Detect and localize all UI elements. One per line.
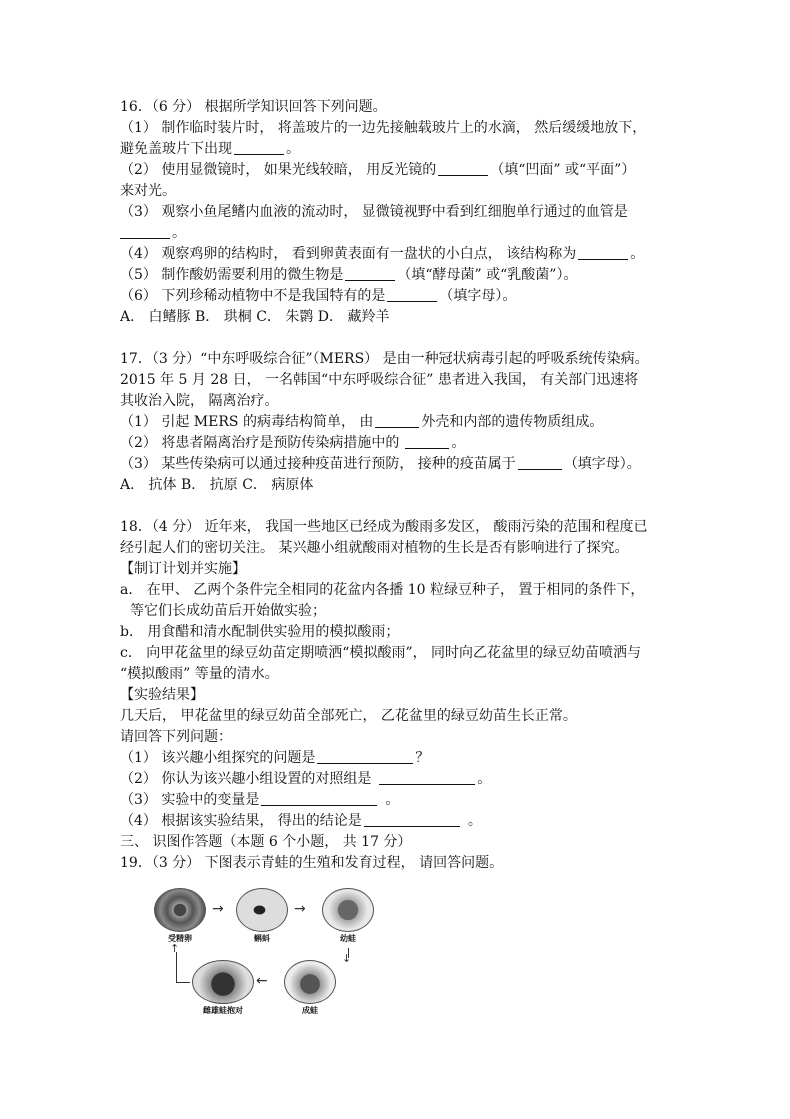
- q18-part2: [120, 769, 680, 790]
- arrow-right-icon: →: [212, 901, 224, 917]
- q18-result-heading: [120, 685, 680, 706]
- q18-step-a-line2: [130, 601, 690, 622]
- q18-step-c-text-2: “模拟酸雨” 等量的清水。: [120, 666, 279, 682]
- q17-part3: [120, 454, 680, 475]
- answer-blank[interactable]: [234, 140, 284, 155]
- q18-result-heading-text: 【实验结果】: [120, 687, 204, 703]
- q18-part4-text: （4） 根据该实验结果， 得出的结论是: [120, 813, 362, 829]
- q18-part2-end: 。: [477, 771, 492, 787]
- answer-blank[interactable]: [387, 287, 437, 302]
- answer-blank[interactable]: [578, 245, 628, 260]
- q16-part4: [120, 244, 680, 265]
- q19-heading-text: 19．（3 分） 下图表示青蛙的生殖和发育过程， 请回答问题。: [120, 855, 504, 871]
- q18-result: [120, 706, 680, 727]
- answer-blank[interactable]: [405, 434, 449, 449]
- q18-text-1: 18．（4 分） 近年来， 我国一些地区已经成为酸雨多发区， 酸雨污染的范围和程度已: [120, 519, 648, 535]
- q16-part5-end: （填“酵母菌” 或“乳酸菌”）。: [397, 267, 578, 283]
- q16-options: [120, 307, 680, 328]
- arrow-up-icon: ↑: [170, 942, 180, 955]
- q16-part3-text: （3） 观察小鱼尾鳍内血液的流动时， 显微镜视野中看到红细胞单行通过的血管是: [120, 204, 628, 220]
- stage-adult: [282, 960, 338, 1016]
- stage-tadpole: [234, 888, 290, 944]
- q16-part2-line2: [120, 181, 680, 202]
- q16-part1-line2: [120, 139, 680, 160]
- q18-step-a-text-2: 等它们长成幼苗后开始做实验；: [130, 603, 326, 619]
- q17-part1-end: 外壳和内部的遗传物质组成。: [421, 414, 604, 430]
- frog-egg-image: [154, 888, 206, 932]
- stage-adult-label: 成蛙: [302, 1006, 318, 1015]
- q18-step-a-text: a． 在甲、 乙两个条件完全相同的花盆内各播 10 粒绿豆种子， 置于相同的条件下，: [120, 582, 645, 598]
- q18-ask: [120, 727, 680, 748]
- q18-part1-end: ？: [415, 750, 430, 766]
- answer-blank[interactable]: [364, 812, 460, 827]
- q18-text-2: 经引起人们的密切关注。 某兴趣小组就酸雨对植物的生长是否有影响进行了探究。: [120, 540, 629, 556]
- q17-part2: [120, 433, 680, 454]
- q18-part3-text: （3） 实验中的变量是: [120, 792, 260, 808]
- q17-part2-text: （2） 将患者隔离治疗是预防传染病措施中的: [120, 435, 400, 451]
- answer-blank[interactable]: [438, 161, 488, 176]
- arrow-right-icon: →: [294, 901, 306, 917]
- answer-blank[interactable]: [317, 749, 413, 764]
- q16-part2-text: （2） 使用显微镜时， 如果光线较暗， 用反光镜的: [120, 162, 437, 178]
- section-3-heading-text: 三、 识图作答题（本题 6 个小题， 共 17 分）: [120, 834, 412, 850]
- q16-part6-text: （6） 下列珍稀动植物中不是我国特有的是: [120, 288, 386, 304]
- connector-line: [176, 952, 177, 982]
- q16-part2-end: （填“凹面” 或“平面”）: [490, 162, 636, 178]
- q18-part1: [120, 748, 680, 769]
- q16-heading: [120, 97, 680, 118]
- q18-part4: [120, 811, 680, 832]
- q17-line3: [120, 391, 680, 412]
- q18-step-b: [120, 622, 680, 643]
- q16-part5: [120, 265, 680, 286]
- q16-part6: [120, 286, 680, 307]
- q18-step-c-line2: [120, 664, 680, 685]
- stage-amplexus: [188, 960, 258, 1016]
- q18-part3: [120, 790, 680, 811]
- q17-text-2: 2015 年 5 月 28 日， 一名韩国“中东呼吸综合征” 患者进入我国， 有关部门迅速将: [120, 372, 639, 388]
- answer-blank[interactable]: [345, 266, 395, 281]
- q18-result-text: 几天后， 甲花盆里的绿豆幼苗全部死亡， 乙花盆里的绿豆幼苗生长正常。: [120, 708, 577, 724]
- q16-part5-text: （5） 制作酸奶需要利用的微生物是: [120, 267, 344, 283]
- q16-part4-end: 。: [630, 246, 645, 262]
- q18-plan-heading: [120, 559, 680, 580]
- q16-options-text: A． 白鳍豚 B． 珙桐 C． 朱鹮 D． 藏羚羊: [120, 309, 390, 325]
- q17-text-3: 其收治入院， 隔离治疗。: [120, 393, 279, 409]
- q18-line1: [120, 517, 680, 538]
- stage-egg: [152, 888, 208, 944]
- stage-tadpole-label: 蝌蚪: [254, 934, 270, 943]
- q16-part1-line1: [120, 118, 680, 139]
- q18-line2: [120, 538, 680, 559]
- q18-step-b-text: b． 用食醋和清水配制供实验用的模拟酸雨；: [120, 624, 400, 640]
- q19-heading: [120, 853, 680, 874]
- answer-blank[interactable]: [379, 770, 475, 785]
- q18-step-c-line1: [120, 643, 680, 664]
- frog-life-cycle-diagram: [152, 880, 392, 1020]
- q18-part1-text: （1） 该兴趣小组探究的问题是: [120, 750, 316, 766]
- q17-options-text: A． 抗体 B． 抗原 C． 病原体: [120, 477, 314, 493]
- q17-part1-text: （1） 引起 MERS 的病毒结构简单， 由: [120, 414, 374, 430]
- mating-frogs-image: [192, 960, 254, 1004]
- connector-line: [176, 982, 190, 983]
- q18-part3-end: 。: [385, 792, 400, 808]
- arrow-left-icon: ←: [256, 973, 268, 989]
- q17-options: [120, 475, 680, 496]
- arrow-down-icon: ↓: [342, 952, 352, 965]
- q16-part1-text: （1） 制作临时装片时， 将盖玻片的一边先接触载玻片上的水滴， 然后缓缓地放下，: [120, 120, 647, 136]
- adult-frog-image: [284, 960, 336, 1004]
- stage-froglet-label: 幼蛙: [340, 934, 356, 943]
- q18-plan-heading-text: 【制订计划并实施】: [120, 561, 246, 577]
- q16-part1-text-2: 避免盖玻片下出现: [120, 141, 232, 157]
- q16-part2-text-2: 来对光。: [120, 183, 176, 199]
- q18-step-c-text: c． 向甲花盆里的绿豆幼苗定期喷洒“模拟酸雨”， 同时向乙花盆里的绿豆幼苗喷洒与: [120, 645, 642, 661]
- q16-part6-end: （填字母）。: [439, 288, 517, 304]
- tadpole-image: [236, 888, 288, 932]
- stage-egg-label: 受精卵: [168, 934, 192, 943]
- q17-text-1: 17．（3 分）“中东呼吸综合征”（MERS） 是由一种冠状病毒引起的呼吸系统传染病。: [120, 351, 649, 367]
- q17-part2-end: 。: [451, 435, 466, 451]
- q17-part3-end: （填字母）。: [563, 456, 641, 472]
- q18-ask-text: 请回答下列问题：: [120, 729, 232, 745]
- stage-froglet: [318, 888, 378, 944]
- q16-heading-text: 16．（6 分） 根据所学知识回答下列问题。: [120, 99, 387, 115]
- q16-part4-text: （4） 观察鸡卵的结构时， 看到卵黄表面有一盘状的小白点， 该结构称为: [120, 246, 577, 262]
- q16-part3-end: 。: [172, 225, 186, 241]
- q17-line1: [120, 349, 680, 370]
- q16-part3-line2: [120, 223, 680, 244]
- q17-part3-text: （3） 某些传染病可以通过接种疫苗进行预防， 接种的疫苗属于: [120, 456, 516, 472]
- q16-part3-line1: [120, 202, 680, 223]
- q18-part4-end: 。: [467, 813, 482, 829]
- answer-blank[interactable]: [375, 413, 419, 428]
- q18-part2-text: （2） 你认为该兴趣小组设置的对照组是: [120, 771, 372, 787]
- answer-blank[interactable]: [261, 791, 377, 806]
- answer-blank[interactable]: [120, 224, 170, 239]
- q18-step-a-line1: [120, 580, 680, 601]
- q17-part1: [120, 412, 680, 433]
- answer-blank[interactable]: [518, 455, 562, 470]
- section-3-heading: [120, 832, 680, 853]
- q16-part2-line1: [120, 160, 680, 181]
- q17-line2: [120, 370, 680, 391]
- q16-part1-end: 。: [286, 141, 300, 157]
- stage-amplexus-label: 雌雄蛙抱对: [203, 1006, 243, 1015]
- froglet-image: [322, 888, 374, 932]
